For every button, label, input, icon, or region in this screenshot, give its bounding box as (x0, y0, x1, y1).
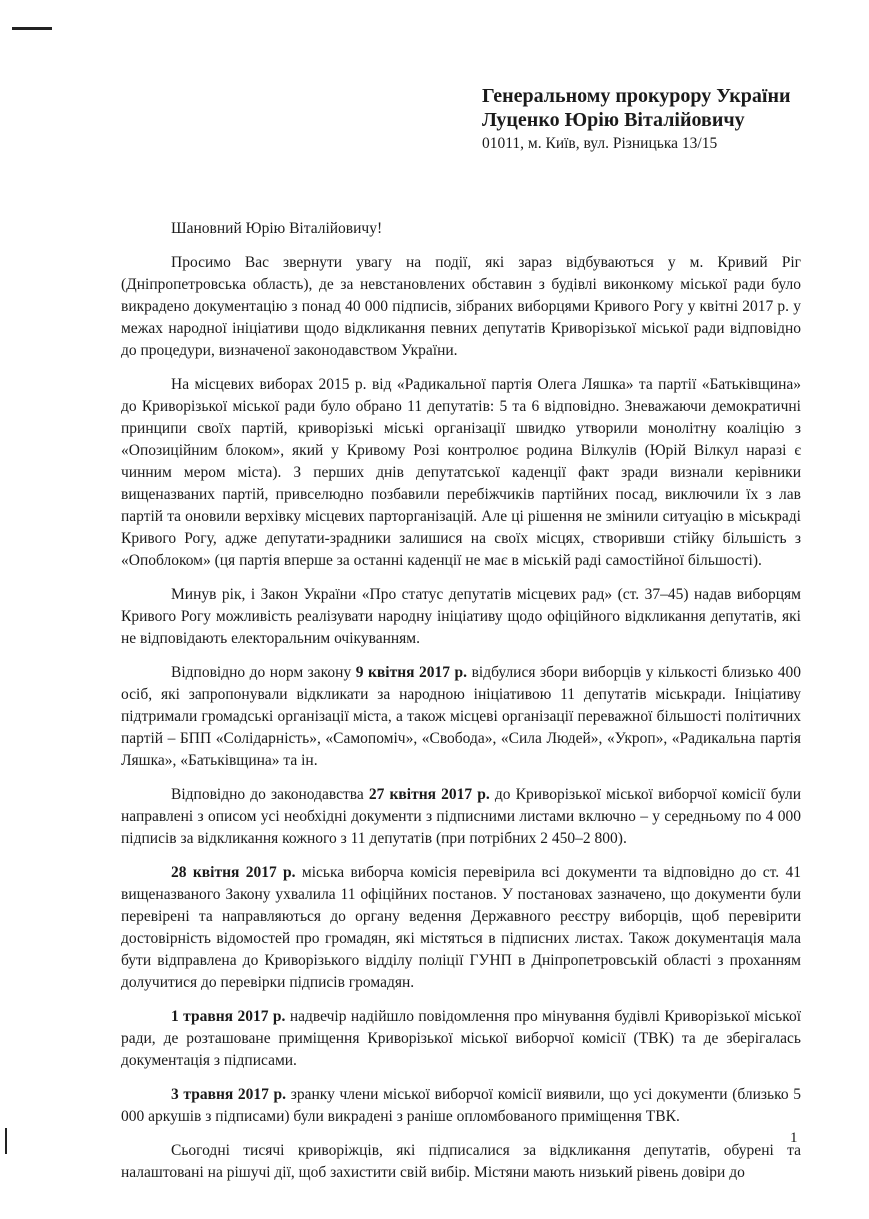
paragraph-text: Відповідно до норм закону (171, 664, 356, 681)
date-highlight: 28 квітня 2017 р. (171, 864, 296, 881)
date-highlight: 27 квітня 2017 р. (368, 786, 490, 803)
paragraph-text: Сьогодні тисячі криворіжців, які підписалися за відкликання депутатів, обурені та налаштовані на рішучі дії, щоб захистити свій вибір. Містяни мають низький рівень довіри до (121, 1142, 801, 1181)
paragraph-6 (121, 862, 801, 994)
paragraph-text: надвечір надійшло повідомлення про мінування будівлі Криворізької міської ради, де розташоване приміщення Криворізької міської виборчої комісії (ТВК) та де зберігалась документація з підписами. (121, 1008, 802, 1069)
date-highlight: 1 травня 2017 р. (171, 1008, 286, 1025)
paragraph-text: до Криворізької міської виборчої комісії були направлені з описом усі необхідні документи з підписними листами включно – у середньому по 4 000 підписів за відкликання кожного з 11 депутатів (при потрібних 2 450–2 800). (121, 786, 801, 847)
paragraph-7 (121, 1006, 801, 1072)
paragraph-1 (121, 252, 801, 362)
letter-body (121, 218, 801, 1196)
paragraph-2 (121, 374, 801, 572)
addressee-title: Генеральному прокурору України (482, 85, 791, 107)
scan-mark-top (12, 27, 52, 30)
page-number: 1 (790, 1130, 798, 1146)
paragraph-text: зранку члени міської виборчої комісії виявили, що усі документи (близько 5 000 аркушів з підписами) були викрадені з раніше опломбованого приміщення ТВК. (121, 1086, 802, 1125)
paragraph-4 (121, 662, 801, 772)
addressee-address: 01011, м. Київ, вул. Різницька 13/15 (482, 135, 718, 152)
paragraph-8 (121, 1084, 801, 1128)
paragraph-text: Відповідно до законодавства (171, 786, 369, 803)
paragraph-5 (121, 784, 801, 850)
paragraph-text: Просимо Вас звернути увагу на події, які зараз відбуваються у м. Кривий Ріг (Дніпропетровська область), де за невстановлених обставин з будівлі виконкому міської ради було викрадено документацію з понад 40 000 підписів, зібраних виборцями Кривого Рогу у квітні 2017 р. у межах народної ініціативи щодо відкликання певних депутатів Криворізької міської ради відповідно до процедури, визначеної законодавством України. (121, 254, 801, 359)
scan-mark-left (5, 1128, 7, 1154)
addressee-name: Луценко Юрію Віталійовичу (482, 109, 745, 131)
date-highlight: 9 квітня 2017 р. (355, 664, 468, 681)
paragraph-text: відбулися збори виборців у кількості близько 400 осіб, які запропонували відкликати за народною ініціативою 11 депутатів міськради. Ініціативу підтримали громадські організації міста, а також місцеві організації переважної більшості політичних партій – БПП «Солідарність», «Самопоміч», «Свобода», «Сила Людей», «Укроп», «Радикальна партія Ляшка», «Батьківщина» та ін. (121, 664, 801, 769)
paragraph-text: На місцевих виборах 2015 р. від «Радикальної партія Олега Ляшка» та партії «Батьківщина» до Криворізької міської ради було обрано 11 депутатів: 5 та 6 відповідно. Зневажаючи демократичні принципи своїх партій, криворізькі міські організації швидко утворили монолітну коаліцію з «Опозиційним блоком», який у Кривому Розі контролює родина Вілкулів (Юрій Вілкул наразі є чинним мером міста). З перших днів депутатської каденції факт зради визнали керівники вищеназваних партій, привселюдно позбавили перебіжчиків партійних посад, виключили їх з лав партій та оновили верхівку місцевих парторганізацій. Але ці рішення не змінили ситуацію в міськраді Кривого Рогу, адже депутати-зрадники залишися на своїх місцях, створивши стійку більшість з «Опоблоком» (ця партія вперше за останні каденції не має в міській раді самостійної більшості). (121, 376, 801, 569)
greeting: Шановний Юрію Віталійовичу! (171, 220, 383, 237)
date-highlight: 3 травня 2017 р. (171, 1086, 287, 1103)
paragraph-text: Минув рік, і Закон України «Про статус депутатів місцевих рад» (ст. 37–45) надав виборцям Кривого Рогу можливість реалізувати народну ініціативу щодо офіційного відкликання депутатів, які не відповідають електоральним очікуванням. (121, 586, 801, 647)
paragraph-text: міська виборча комісія перевірила всі документи та відповідно до ст. 41 вищеназваного Закону ухвалила 11 офіційних постанов. У постановах зазначено, що документи були перевірені та направляються до органу ведення Державного реєстру виборців, щоб перевірити достовірність відомостей про громадян, які містяться в підписних листах. Також документація мала бути відправлена до Криворізького відділу поліції ГУНП в Дніпропетровській області з проханням долучитися до перевірки підписів громадян. (121, 864, 801, 991)
paragraph-3 (121, 584, 801, 650)
paragraph-9 (121, 1140, 801, 1184)
addressee-block (482, 84, 852, 154)
